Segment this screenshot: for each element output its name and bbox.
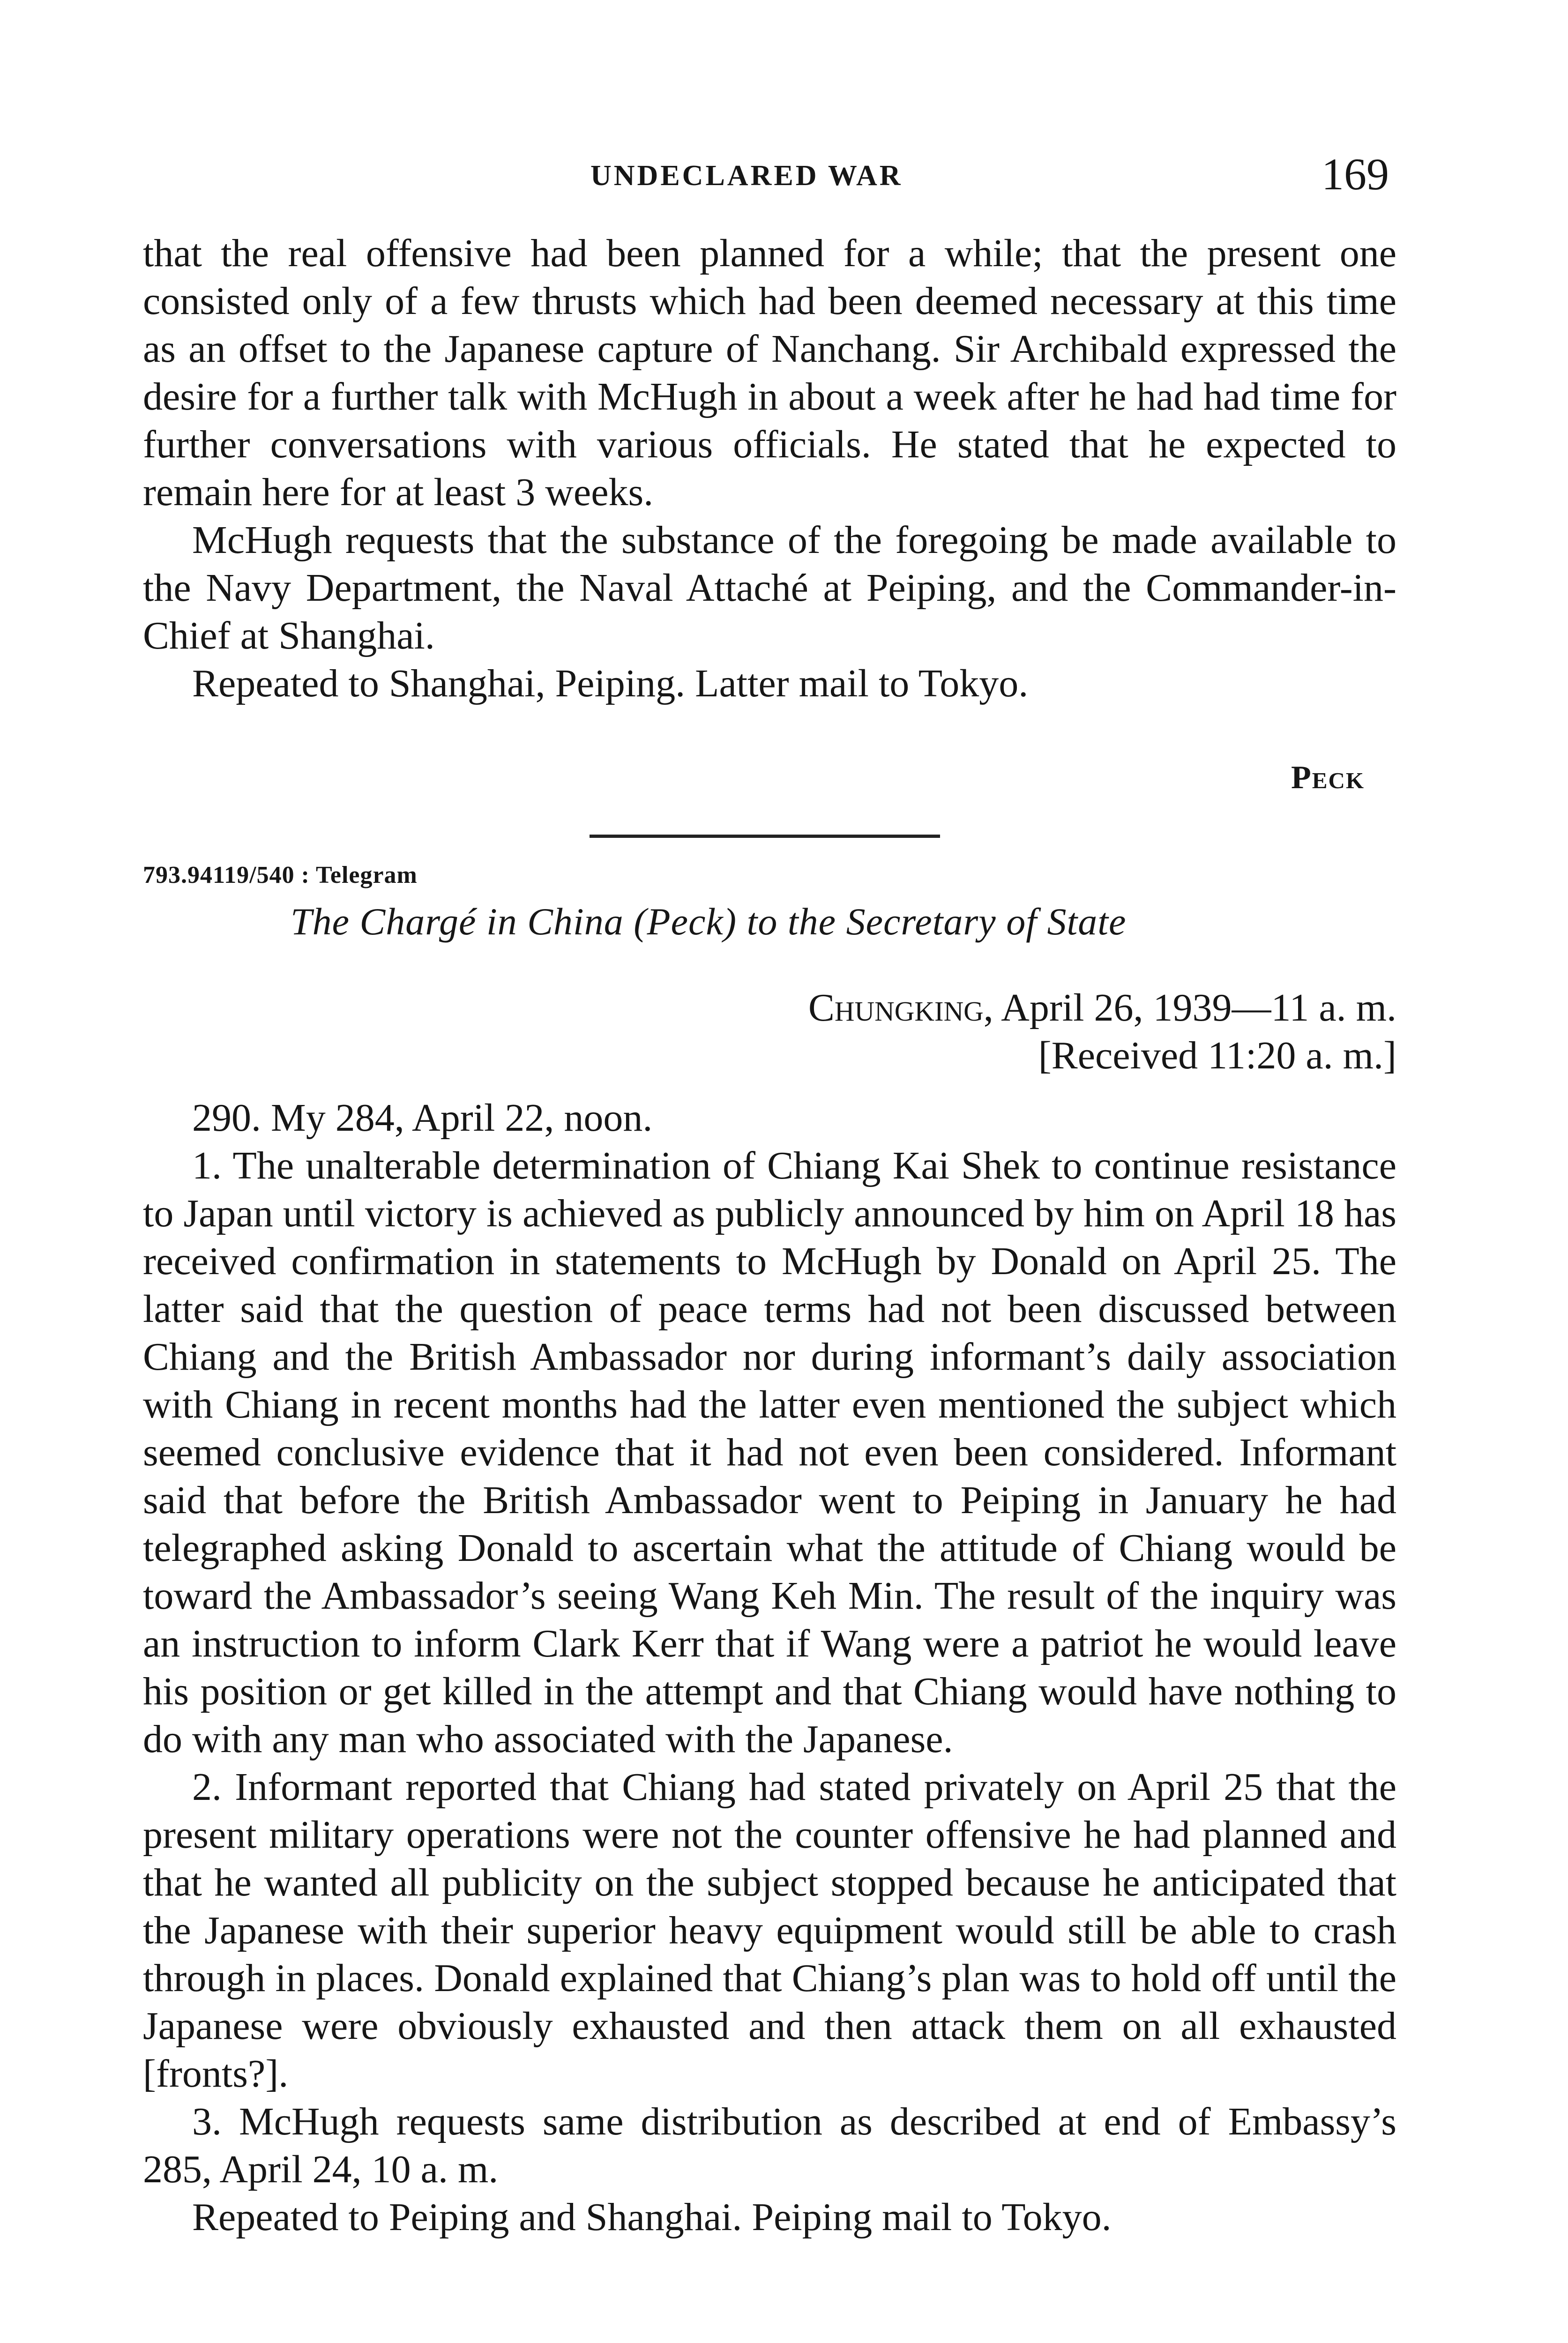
document2-body: [143, 1094, 1396, 2241]
running-title: UNDECLARED WAR: [590, 160, 903, 192]
document2-paragraph-3: 2. Informant reported that Chiang had stated privately on April 25 that the present military operations were not the counter offensive he had planned and that he wanted all publicity on the subject stopped because he anticipated that the Japanese with their superior heavy equipment would still be able to crash through in places. Donald explained that Chiang’s plan was to hold off until the Japanese were obviously exhausted and then attack them on all exhausted [fronts?].: [143, 1765, 1396, 2096]
document2-paragraph-4: 3. McHugh requests same distribution as described at end of Embassy’s 285, April 24, 10 a. m.: [143, 2100, 1396, 2191]
section1-body: [143, 230, 1396, 708]
dateline: [717, 984, 1396, 1080]
document2-paragraph-2: 1. The unalterable determination of Chiang Kai Shek to continue resistance to Japan until victory is achieved as publicly announced by him on April 18 has received confirmation in statements to McHugh by Donald on April 25. The latter said that the question of peace terms had not been discussed between Chiang and the British Ambassador nor during informant’s daily association with Chiang in recent months had the latter even mentioned the subject which seemed conclusive evidence that it had not even been considered. Informant said that before the British Ambassador went to Peiping in January he had telegraphed asking Donald to ascertain what the attitude of Chiang would be toward the Ambassador’s seeing Wang Keh Min. The result of the inquiry was an instruction to inform Clark Kerr that if Wang were a patriot he would leave his position or get killed in the attempt and that Chiang would have nothing to do with any man who associated with the Japanese.: [143, 1144, 1396, 1761]
file-reference: 793.94119/540 : Telegram: [143, 862, 418, 888]
received-time: [Received 11:20 a. m.]: [1038, 1034, 1396, 1077]
section-divider: [590, 835, 940, 838]
document-title: The Chargé in China (Peck) to the Secretary of State: [291, 900, 1127, 943]
signature-1: Peck: [1291, 760, 1365, 796]
page-number: 169: [1322, 149, 1389, 199]
document2-paragraph-5: Repeated to Peiping and Shanghai. Peiping mail to Tokyo.: [192, 2195, 1112, 2239]
section1-paragraph-3: Repeated to Shanghai, Peiping. Latter mail to Tokyo.: [192, 662, 1029, 705]
document2-paragraph-1: 290. My 284, April 22, noon.: [192, 1096, 653, 1140]
dateline-place: Chungking,: [808, 986, 993, 1030]
page-header: [0, 140, 1568, 199]
section1-paragraph-1: that the real offensive had been planned for a while; that the present one consisted only of a few thrusts which had been deemed necessary at this time as an offset to the Japanese capture of Nanchang. Sir Archibald expressed the desire for a further talk with McHugh in about a week after he had had time for further conversations with various officials. He stated that he expected to remain here for at least 3 weeks.: [143, 231, 1396, 514]
dateline-date: April 26, 1939—11 a. m.: [1001, 986, 1396, 1030]
section1-paragraph-2: McHugh requests that the substance of the foregoing be made available to the Navy Department, the Naval Attaché at Peiping, and the Commander-in-Chief at Shanghai.: [143, 518, 1396, 657]
